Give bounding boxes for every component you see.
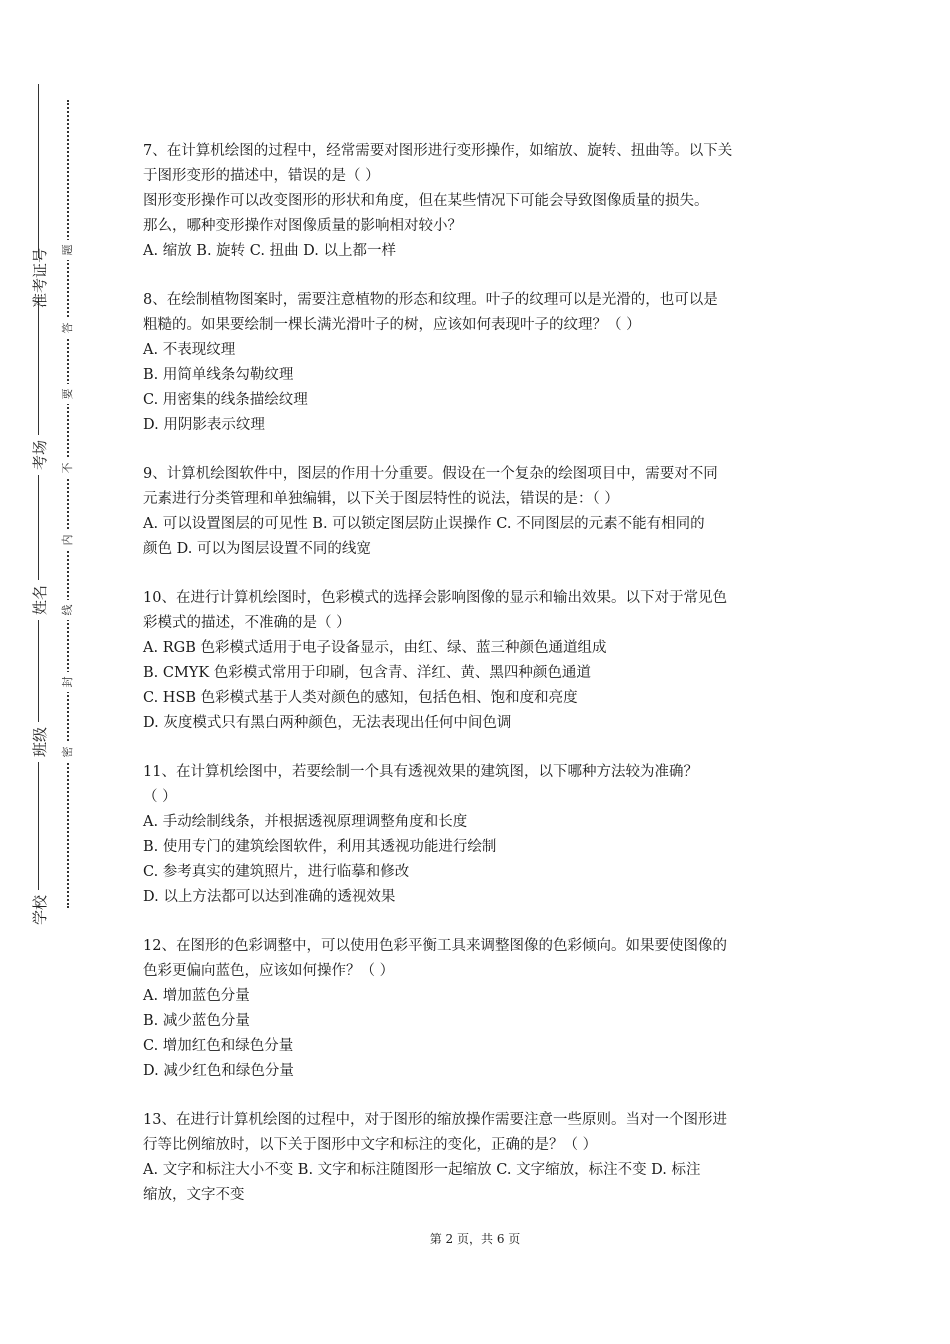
option-d: D. 减少红色和绿色分量 (143, 1063, 294, 1079)
option-b: B. CMYK 色彩模式常用于印刷，包含青、洋红、黄、黑四种颜色通道 (143, 665, 591, 681)
option-b: B. 用简单线条勾勒纹理 (143, 367, 294, 383)
seal-char: 答 (57, 318, 77, 338)
question-text: 11、在计算机绘图中，若要绘制一个具有透视效果的建筑图，以下哪种方法较为准确？ (143, 764, 698, 780)
question-text: 于图形变形的描述中，错误的是（ ） (143, 168, 380, 184)
option-c: C. 增加红色和绿色分量 (143, 1038, 294, 1054)
field-exam-number: 准考证号 (19, 258, 59, 298)
question-text: 图形变形操作可以改变图形的形状和角度，但在某些情况下可能会导致图像质量的损失。 (143, 193, 709, 209)
option-b: B. 使用专门的建筑绘图软件，利用其透视功能进行绘制 (143, 839, 497, 855)
question-options: 缩放，文字不变 (143, 1187, 245, 1203)
option-d: D. 用阴影表示纹理 (143, 417, 265, 433)
question-text: 7、在计算机绘图的过程中，经常需要对图形进行变形操作，如缩放、旋转、扭曲等。以下关 (143, 143, 733, 159)
question-text: 彩模式的描述，不准确的是（ ） (143, 615, 351, 631)
question-9 (143, 462, 813, 562)
question-options: A. 文字和标注大小不变 B. 文字和标注随图形一起缩放 C. 文字缩放，标注不变 D. 标注 (143, 1162, 701, 1178)
option-c: C. 用密集的线条描绘纹理 (143, 392, 308, 408)
seal-char: 题 (57, 240, 77, 260)
option-d: D. 灰度模式只有黑白两种颜色，无法表现出任何中间色调 (143, 715, 512, 731)
question-text: 元素进行分类管理和单独编辑，以下关于图层特性的说法，错误的是：（ ） (143, 491, 619, 507)
option-a: A. 增加蓝色分量 (143, 988, 250, 1004)
question-text: 12、在图形的色彩调整中，可以使用色彩平衡工具来调整图像的色彩倾向。如果要使图像的 (143, 938, 727, 954)
seal-char: 不 (57, 458, 77, 478)
option-c: C. HSB 色彩模式基于人类对颜色的感知，包括色相、饱和度和亮度 (143, 690, 578, 706)
question-7 (143, 139, 813, 264)
option-a: A. RGB 色彩模式适用于电子设备显示，由红、绿、蓝三种颜色通道组成 (143, 640, 607, 656)
field-exam-room: 考场 (19, 435, 59, 475)
question-10 (143, 586, 813, 736)
seal-char: 要 (57, 384, 77, 404)
question-options: 颜色 D. 可以为图层设置不同的线宽 (143, 541, 371, 557)
option-a: A. 不表现纹理 (143, 342, 236, 358)
question-12 (143, 934, 813, 1084)
question-text: 9、计算机绘图软件中，图层的作用十分重要。假设在一个复杂的绘图项目中，需要对不同 (143, 466, 718, 482)
question-text: （ ） (143, 789, 177, 805)
question-text: 8、在绘制植物图案时，需要注意植物的形态和纹理。叶子的纹理可以是光滑的，也可以是 (143, 292, 718, 308)
question-options: A. 缩放 B. 旋转 C. 扭曲 D. 以上都一样 (143, 243, 397, 259)
page-number: 第 2 页，共 6 页 (429, 1232, 521, 1246)
seal-char: 线 (57, 600, 77, 620)
option-d: D. 以上方法都可以达到准确的透视效果 (143, 889, 396, 905)
seal-char: 密 (57, 742, 77, 762)
question-11 (143, 760, 813, 910)
option-a: A. 手动绘制线条，并根据透视原理调整角度和长度 (143, 814, 468, 830)
question-options: A. 可以设置图层的可见性 B. 可以锁定图层防止误操作 C. 不同图层的元素不能有相同的 (143, 516, 705, 532)
question-8 (143, 288, 813, 438)
binding-solid-line (38, 84, 39, 924)
option-c: C. 参考真实的建筑照片，进行临摹和修改 (143, 864, 410, 880)
seal-char: 封 (57, 672, 77, 692)
option-b: B. 减少蓝色分量 (143, 1013, 250, 1029)
seal-char: 内 (57, 530, 77, 550)
question-text: 13、在进行计算机绘图的过程中，对于图形的缩放操作需要注意一些原则。当对一个图形进 (143, 1112, 727, 1128)
question-text: 那么，哪种变形操作对图像质量的影响相对较小？ (143, 218, 462, 234)
question-text: 10、在进行计算机绘图时，色彩模式的选择会影响图像的显示和输出效果。以下对于常见色 (143, 590, 727, 606)
question-list (143, 139, 813, 1232)
question-text: 行等比例缩放时，以下关于图形中文字和标注的变化，正确的是？（ ） (143, 1137, 598, 1153)
field-name: 姓名 (19, 580, 59, 620)
field-school: 学校 (19, 890, 59, 930)
question-text: 粗糙的。如果要绘制一棵长满光滑叶子的树，应该如何表现叶子的纹理？（ ） (143, 317, 641, 333)
field-class: 班级 (19, 722, 59, 762)
question-text: 色彩更偏向蓝色，应该如何操作？（ ） (143, 963, 395, 979)
binding-dotted-line (67, 100, 69, 908)
question-13 (143, 1108, 813, 1208)
